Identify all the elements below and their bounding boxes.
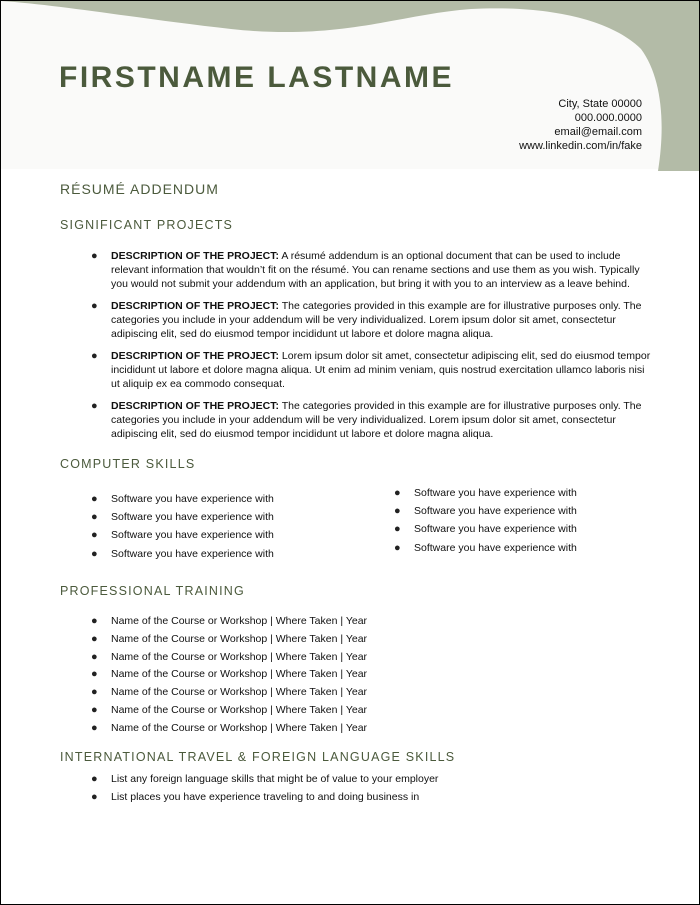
training-item [91, 649, 491, 667]
bullet-icon: ● [394, 523, 401, 536]
training-text: Name of the Course or Workshop | Where Taken | Year [111, 703, 368, 716]
training-list [91, 613, 491, 738]
bullet-icon: ● [91, 773, 98, 785]
bullet-icon: ● [91, 250, 98, 262]
project-lead: DESCRIPTION OF THE PROJECT: [111, 400, 280, 412]
project-text: A résumé addendum is an optional document that can be used to include relevant information that wouldn’t fit on the résumé. You can rename sections and use them as you wish. Typically you would not submit your addendum with an application, but bring it with you to an interview as a leave behind. [111, 250, 640, 290]
project-lead: DESCRIPTION OF THE PROJECT: [111, 300, 280, 312]
travel-list [91, 771, 631, 806]
bullet-icon: ● [91, 790, 98, 803]
training-item [91, 613, 491, 631]
bullet-icon: ● [91, 547, 98, 560]
training-item [91, 684, 491, 702]
skill-text: Software you have experience with [111, 511, 274, 524]
bullet-icon: ● [91, 668, 98, 681]
skill-text: Software you have experience with [111, 547, 274, 560]
skill-item [394, 484, 664, 502]
skill-item [394, 539, 664, 557]
training-text: Name of the Course or Workshop | Where Taken | Year [111, 650, 368, 663]
project-text: The categories provided in this example are for illustrative purposes only. The categories you include in your addendum will be very individualized. Lorem ipsum dolor sit amet, consectetur adipiscing elit, sed do eiusmod tempor incididunt ut labore et dolore magna aliqua. [111, 300, 642, 340]
skill-text: Software you have experience with [111, 529, 274, 542]
project-item [91, 399, 651, 441]
contact-phone: 000.000.0000 [574, 112, 642, 124]
skill-item [91, 545, 371, 563]
training-text: Name of the Course or Workshop | Where Taken | Year [111, 632, 368, 645]
training-heading: PROFESSIONAL TRAINING [60, 584, 245, 598]
skill-text: Software you have experience with [414, 541, 577, 554]
bullet-icon: ● [91, 632, 98, 645]
contact-info [519, 97, 642, 153]
travel-text: List places you have experience traveling to and doing business in [111, 790, 420, 803]
travel-heading: INTERNATIONAL TRAVEL & FOREIGN LANGUAGE SKILLS [60, 750, 456, 764]
bullet-icon: ● [91, 350, 98, 362]
contact-address: City, State 00000 [558, 98, 642, 110]
candidate-name: FIRSTNAME LASTNAME [59, 61, 454, 94]
skill-item [91, 490, 371, 508]
bullet-icon: ● [91, 511, 98, 524]
project-lead: DESCRIPTION OF THE PROJECT: [111, 250, 280, 262]
skill-item [394, 502, 664, 520]
bullet-icon: ● [394, 487, 401, 499]
bullet-icon: ● [91, 493, 98, 505]
bullet-icon: ● [91, 703, 98, 716]
travel-item [91, 789, 631, 807]
training-item [91, 702, 491, 720]
projects-list [91, 249, 651, 449]
training-text: Name of the Course or Workshop | Where Taken | Year [111, 615, 368, 627]
training-item [91, 666, 491, 684]
bullet-icon: ● [91, 686, 98, 699]
training-text: Name of the Course or Workshop | Where Taken | Year [111, 721, 368, 734]
bullet-icon: ● [394, 541, 401, 554]
training-item [91, 720, 491, 738]
skill-item [91, 526, 371, 544]
skill-item [394, 520, 664, 538]
skill-item [91, 508, 371, 526]
skill-text: Software you have experience with [414, 523, 577, 536]
project-text: Lorem ipsum dolor sit amet, consectetur adipiscing elit, sed do eiusmod tempor incididunt ut labore et dolore magna aliqua. Ut enim ad minim veniam, quis nostrud exercitation ullamco laboris nisi ut aliquip ex ea commodo consequat. [111, 350, 651, 390]
document-title: RÉSUMÉ ADDENDUM [60, 181, 219, 197]
bullet-icon: ● [91, 650, 98, 663]
project-lead: DESCRIPTION OF THE PROJECT: [111, 350, 280, 362]
bullet-icon: ● [91, 529, 98, 542]
project-item [91, 299, 651, 341]
skills-heading: COMPUTER SKILLS [60, 457, 196, 471]
skills-list-left [91, 490, 371, 563]
bullet-icon: ● [91, 721, 98, 734]
training-text: Name of the Course or Workshop | Where Taken | Year [111, 668, 368, 681]
skill-text: Software you have experience with [414, 487, 577, 499]
training-item [91, 631, 491, 649]
project-text: The categories provided in this example are for illustrative purposes only. The categories you include in your addendum will be very individualized. Lorem ipsum dolor sit amet, consectetur adipiscing elit, sed do eiusmod tempor incididunt ut labore et dolore magna aliqua. [111, 400, 642, 440]
skill-text: Software you have experience with [111, 493, 274, 505]
training-text: Name of the Course or Workshop | Where Taken | Year [111, 686, 368, 699]
bullet-icon: ● [394, 505, 401, 518]
travel-item [91, 771, 631, 789]
bullet-icon: ● [91, 300, 98, 312]
bullet-icon: ● [91, 400, 98, 412]
project-item [91, 249, 651, 291]
skills-list-right [394, 484, 664, 557]
contact-email[interactable]: email@email.com [554, 126, 642, 138]
skill-text: Software you have experience with [414, 505, 577, 518]
project-item [91, 349, 651, 391]
travel-text: List any foreign language skills that might be of value to your employer [111, 773, 439, 785]
projects-heading: SIGNIFICANT PROJECTS [60, 218, 234, 232]
contact-linkedin[interactable]: www.linkedin.com/in/fake [519, 140, 642, 152]
bullet-icon: ● [91, 615, 98, 627]
